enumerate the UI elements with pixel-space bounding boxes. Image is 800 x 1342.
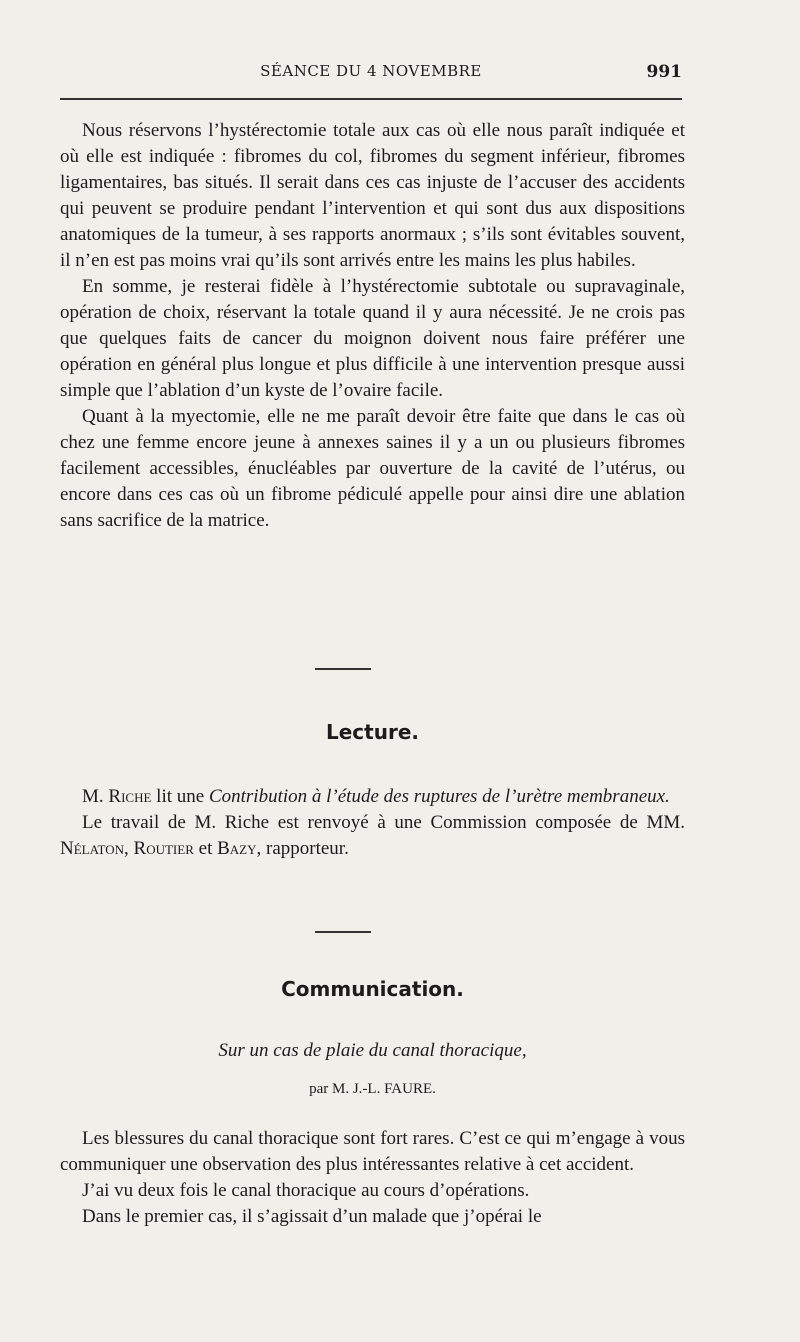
separator-comma: , [124, 838, 134, 859]
communication-subtitle: Sur un cas de plaie du canal thoracique, [218, 1040, 527, 1061]
commission-text: Le travail de M. Riche est renvoyé à une Commission composée de MM. [82, 812, 685, 833]
communication-text-block [60, 1126, 685, 1230]
lecture-prefix: M. [82, 786, 109, 807]
lecture-paragraph [60, 784, 685, 810]
running-head-title: SÉANCE DU 4 NOVEMBRE [260, 62, 482, 80]
paragraph-premier-cas: Dans le premier cas, il s’agissait d’un malade que j’opérai le [82, 1206, 542, 1227]
lecture-work-title: Contribution à l’étude des ruptures de l’urètre membraneux. [208, 786, 670, 807]
member-nelaton: Nélaton [60, 838, 125, 859]
lecture-verb: lit une [151, 786, 209, 807]
paragraph-myectomie: Quant à la myectomie, elle ne me paraît devoir être faite que dans le cas où chez une femme encore jeune à annexes saines il y a un ou plusieurs fibromes facilement accessibles, énucléables par ouverture de la cavité de l’utérus, ou encore dans ces cas où un fibrome pédiculé appelle pour ainsi dire une ablation sans sacrifice de la matrice. [60, 406, 685, 531]
paragraph-en-somme: En somme, je resterai fidèle à l’hystérectomie subtotale ou supravaginale, opération de choix, réservant la totale quand il y aura nécessité. Je ne crois pas que quelques faits de cancer du moignon doivent nous faire préférer une opération en général plus longue et plus difficile à une intervention presque aussi simple que l’ablation d’un kyste de l’ovaire facile. [60, 276, 685, 401]
member-routier: Routier [133, 838, 194, 859]
page-number: 991 [646, 62, 682, 82]
lecture-heading: Lecture. [326, 720, 419, 744]
top-text-block [60, 118, 685, 534]
communication-byline: par M. J.-L. FAURE. [309, 1081, 436, 1097]
member-bazy: Bazy [217, 838, 257, 859]
lecture-text-block [60, 784, 685, 862]
section-separator [315, 668, 371, 670]
communication-heading: Communication. [281, 977, 464, 1001]
paragraph-blessures: Les blessures du canal thoracique sont fort rares. C’est ce qui m’engage à vous communiquer une observation des plus intéressantes relative à cet accident. [60, 1128, 685, 1175]
header-rule [60, 98, 682, 100]
commission-paragraph [60, 810, 685, 862]
section-separator-2 [315, 931, 371, 933]
separator-et: et [193, 838, 218, 859]
running-head [60, 62, 682, 86]
author-name-riche: Riche [108, 786, 152, 807]
paragraph-hysterectomie: Nous réservons l’hystérectomie totale aux cas où elle nous paraît indiquée et où elle est indiquée : fibromes du col, fibromes du segment inférieur, fibromes ligamentaires, bas situés. Il serait dans ces cas injuste de l’accuser des accidents qui peuvent se produire pendant l’intervention et qui sont dus aux dispositions anatomiques de la tumeur, à ses rapports anormaux ; s’ils sont évitables souvent, il n’en est pas moins vrai qu’ils sont arrivés entre les mains les plus habiles. [60, 120, 685, 271]
commission-end: , rapporteur. [256, 838, 349, 859]
paragraph-deux-fois: J’ai vu deux fois le canal thoracique au cours d’opérations. [82, 1180, 530, 1201]
